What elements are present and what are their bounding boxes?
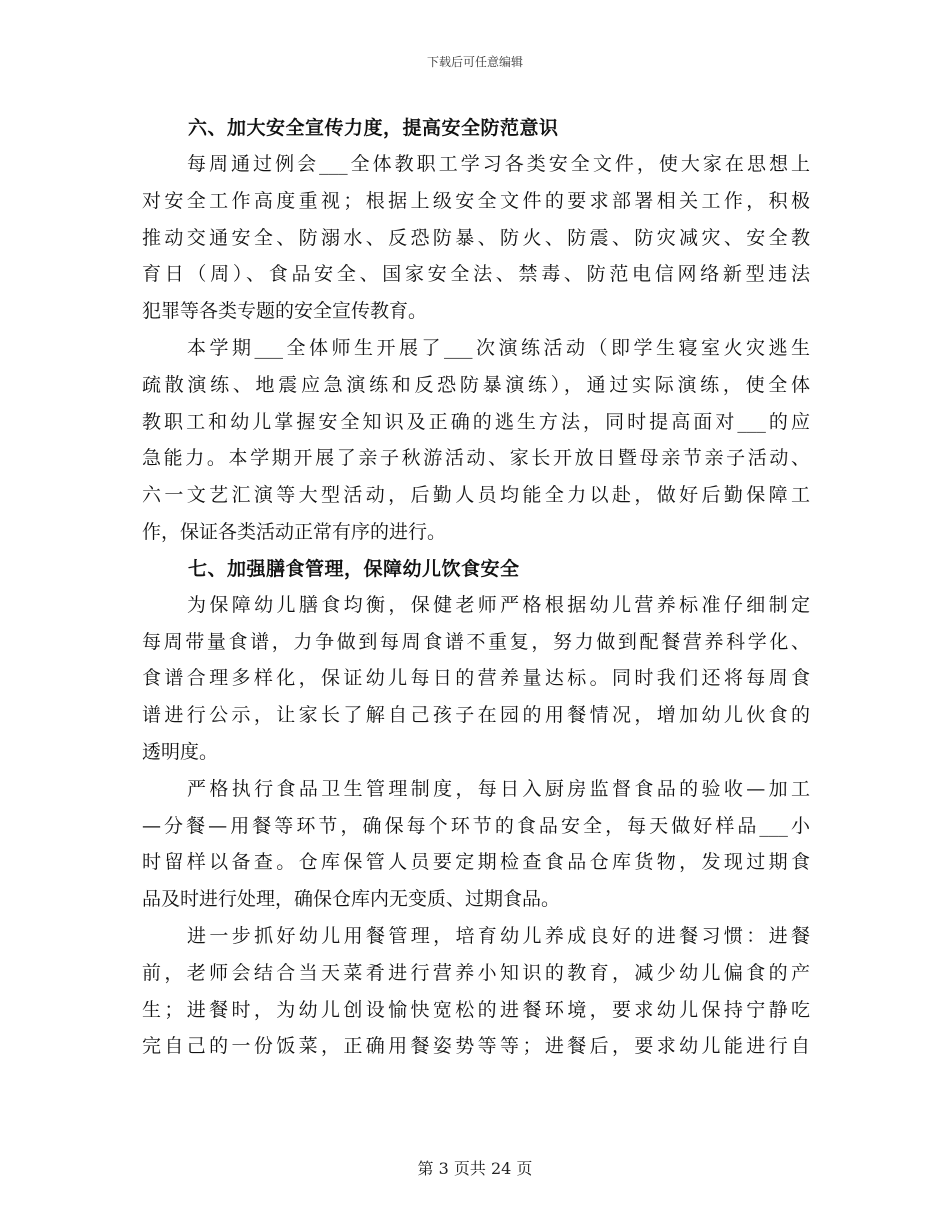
paragraph-line: 犯罪等各类专题的安全宣传教育。	[142, 300, 428, 323]
paragraph-line: 作，保证各类活动正常有序的进行。	[142, 520, 447, 543]
paragraph-line: 谱进行公示，让家长了解自己孩子在园的用餐情况，增加幼儿伙食的	[142, 704, 810, 727]
page-header: 下载后可任意编辑	[426, 55, 523, 69]
paragraph-line: 食谱合理多样化，保证幼儿每日的营养量达标。同时我们还将每周食	[142, 667, 810, 690]
paragraph-line: 时留样以备查。仓库保管人员要定期检查食品仓库货物，发现过期食	[142, 851, 810, 874]
paragraph	[142, 771, 810, 918]
paragraph-line: 推动交通安全、防溺水、反恐防暴、防火、防震、防灾减灾、安全教	[142, 226, 810, 249]
paragraph-line: —分餐—用餐等环节，确保每个环节的食品安全，每天做好样品___小	[142, 814, 810, 837]
document-body	[142, 110, 810, 1065]
paragraph-line: 进一步抓好幼儿用餐管理，培育幼儿养成良好的进餐习惯：进餐	[187, 924, 810, 947]
paragraph-line: 疏散演练、地震应急演练和反恐防暴演练），通过实际演练，使全体	[142, 373, 810, 396]
paragraph-line: 每周带量食谱，力争做到每周食谱不重复，努力做到配餐营养科学化、	[142, 630, 810, 653]
paragraph-line: 严格执行食品卫生管理制度，每日入厨房监督食品的验收—加工	[187, 777, 810, 800]
page-number: 第 3 页共 24 页	[417, 1159, 533, 1178]
paragraph-line: 对安全工作高度重视；根据上级安全文件的要求部署相关工作，积极	[142, 189, 810, 212]
paragraph-line: 生；进餐时，为幼儿创设愉快宽松的进餐环境，要求幼儿保持宁静吃	[142, 998, 810, 1021]
paragraph	[142, 330, 810, 551]
paragraph-line: 本学期___全体师生开展了___次演练活动（即学生寝室火灾逃生	[187, 336, 810, 359]
paragraph	[142, 918, 810, 1065]
paragraph	[142, 146, 810, 330]
paragraph-line: 前，老师会结合当天菜肴进行营养小知识的教育，减少幼儿偏食的产	[142, 961, 810, 984]
section-heading: 七、加强膳食管理，保障幼儿饮食安全	[188, 557, 520, 580]
paragraph-line: 每周通过例会___全体教职工学习各类安全文件，使大家在思想上	[187, 153, 810, 175]
paragraph-line: 六一文艺汇演等大型活动，后勤人员均能全力以赴，做好后勤保障工	[142, 484, 810, 507]
section-heading: 六、加大安全宣传力度，提高安全防范意识	[188, 117, 559, 139]
paragraph-line: 透明度。	[142, 740, 219, 763]
paragraph-line: 为保障幼儿膳食均衡，保健老师严格根据幼儿营养标准仔细制定	[187, 593, 810, 616]
paragraph-line: 急能力。本学期开展了亲子秋游活动、家长开放日暨母亲节亲子活动、	[142, 447, 810, 470]
paragraph	[142, 587, 810, 771]
paragraph-line: 完自己的一份饭菜，正确用餐姿势等等；进餐后，要求幼儿能进行自	[142, 1035, 810, 1058]
paragraph-line: 教职工和幼儿掌握安全知识及正确的逃生方法，同时提高面对___的应	[142, 410, 810, 433]
paragraph-line: 品及时进行处理，确保仓库内无变质、过期食品。	[142, 888, 561, 911]
paragraph-line: 育日（周）、食品安全、国家安全法、禁毒、防范电信网络新型违法	[142, 263, 810, 286]
